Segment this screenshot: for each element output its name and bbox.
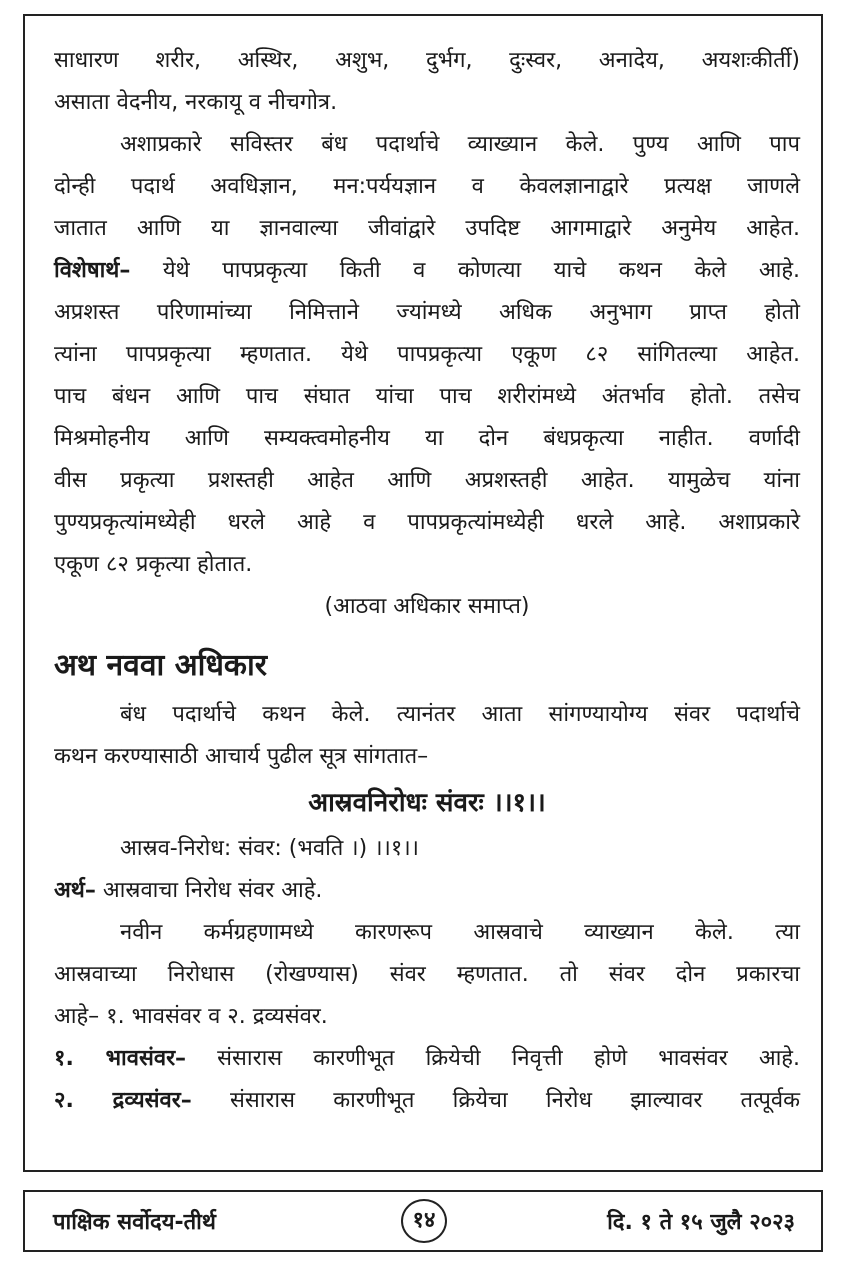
sutra-split: आस्रव-निरोध: संवर: (भवति ।) ।।१।। (120, 836, 420, 861)
intro-line: बंध पदार्थाचे कथन केले. त्यानंतर आता सांगण्यायोग्य संवर पदार्थाचे (120, 702, 800, 727)
visheshartha-text: येथे पापप्रकृत्या किती व कोणत्या याचे कथन केले आहे. (130, 258, 800, 283)
text-line: पाच बंधन आणि पाच संघात यांचा पाच शरीरांमध्ये अंतर्भाव होतो. तसेच (54, 384, 800, 409)
chapter-end-note: (आठवा अधिकार समाप्त) (324, 594, 530, 619)
definition-dravyasamvara (54, 1080, 800, 1122)
explain-line: आस्रवाच्या निरोधास (रोखण्यास) संवर म्हणतात. तो संवर दोन प्रकारचा (54, 962, 800, 987)
text-line: दोन्ही पदार्थ अवधिज्ञान, मन:पर्ययज्ञान व केवलज्ञानाद्वारे प्रत्यक्ष जाणले (54, 174, 800, 199)
visheshartha-label: विशेषार्थ– (54, 258, 131, 283)
def1-label: १. भावसंवर– (54, 1046, 187, 1071)
issue-date: दि. १ ते १५ जुलै २०२३ (607, 1210, 795, 1235)
text-line: असाता वेदनीय, नरकायू व नीचगोत्र. (54, 90, 338, 115)
text-line: एकूण ८२ प्रकृत्या होतात. (54, 552, 253, 577)
def1-text: संसारास कारणीभूत क्रियेची निवृत्ती होणे भावसंवर आहे. (186, 1046, 800, 1071)
page-footer (23, 1190, 823, 1252)
text-line: त्यांना पापप्रकृत्या म्हणतात. येथे पापप्रकृत्या एकूण ८२ सांगितल्या आहेत. (54, 342, 800, 367)
meaning-line (54, 870, 800, 912)
def2-text: संसारास कारणीभूत क्रियेचा निरोध झाल्यावर तत्पूर्वक (191, 1088, 800, 1113)
text-line: अप्रशस्त परिणामांच्या निमित्ताने ज्यांमध्ये अधिक अनुभाग प्राप्त होतो (54, 300, 800, 325)
text-line: जातात आणि या ज्ञानवाल्या जीवांद्वारे उपदिष्ट आगमाद्वारे अनुमेय आहेत. (54, 216, 800, 241)
chapter-heading: अथ नववा अधिकार (54, 648, 267, 683)
text-line: वीस प्रकृत्या प्रशस्तही आहेत आणि अप्रशस्तही आहेत. यामुळेच यांना (54, 468, 800, 493)
explain-line: आहे– १. भावसंवर व २. द्रव्यसंवर. (54, 1004, 328, 1029)
text-line: पुण्यप्रकृत्यांमध्येही धरले आहे व पापप्रकृत्यांमध्येही धरले आहे. अशाप्रकारे (54, 510, 800, 535)
meaning-text: आस्रवाचा निरोध संवर आहे. (95, 878, 323, 903)
page-number: १४ (401, 1199, 447, 1243)
intro-line: कथन करण्यासाठी आचार्य पुढील सूत्र सांगतात– (54, 744, 429, 769)
text-line: अशाप्रकारे सविस्तर बंध पदार्थाचे व्याख्यान केले. पुण्य आणि पाप (120, 132, 800, 157)
page-content (54, 40, 800, 1122)
magazine-name: पाक्षिक सर्वोदय-तीर्थ (53, 1210, 216, 1235)
text-line: साधारण शरीर, अस्थिर, अशुभ, दुर्भग, दुःस्वर, अनादेय, अयशःकीर्ती) (54, 48, 800, 73)
sutra-text: आस्रवनिरोधः संवरः ।।१।। (308, 788, 546, 818)
definition-bhavasamvara (54, 1038, 800, 1080)
text-line (54, 250, 800, 292)
def2-label: २. द्रव्यसंवर– (54, 1088, 192, 1113)
meaning-label: अर्थ– (54, 878, 96, 903)
explain-line: नवीन कर्मग्रहणामध्ये कारणरूप आस्रवाचे व्याख्यान केले. त्या (120, 920, 800, 945)
text-line: मिश्रमोहनीय आणि सम्यक्त्वमोहनीय या दोन बंधप्रकृत्या नाहीत. वर्णादी (54, 426, 800, 451)
